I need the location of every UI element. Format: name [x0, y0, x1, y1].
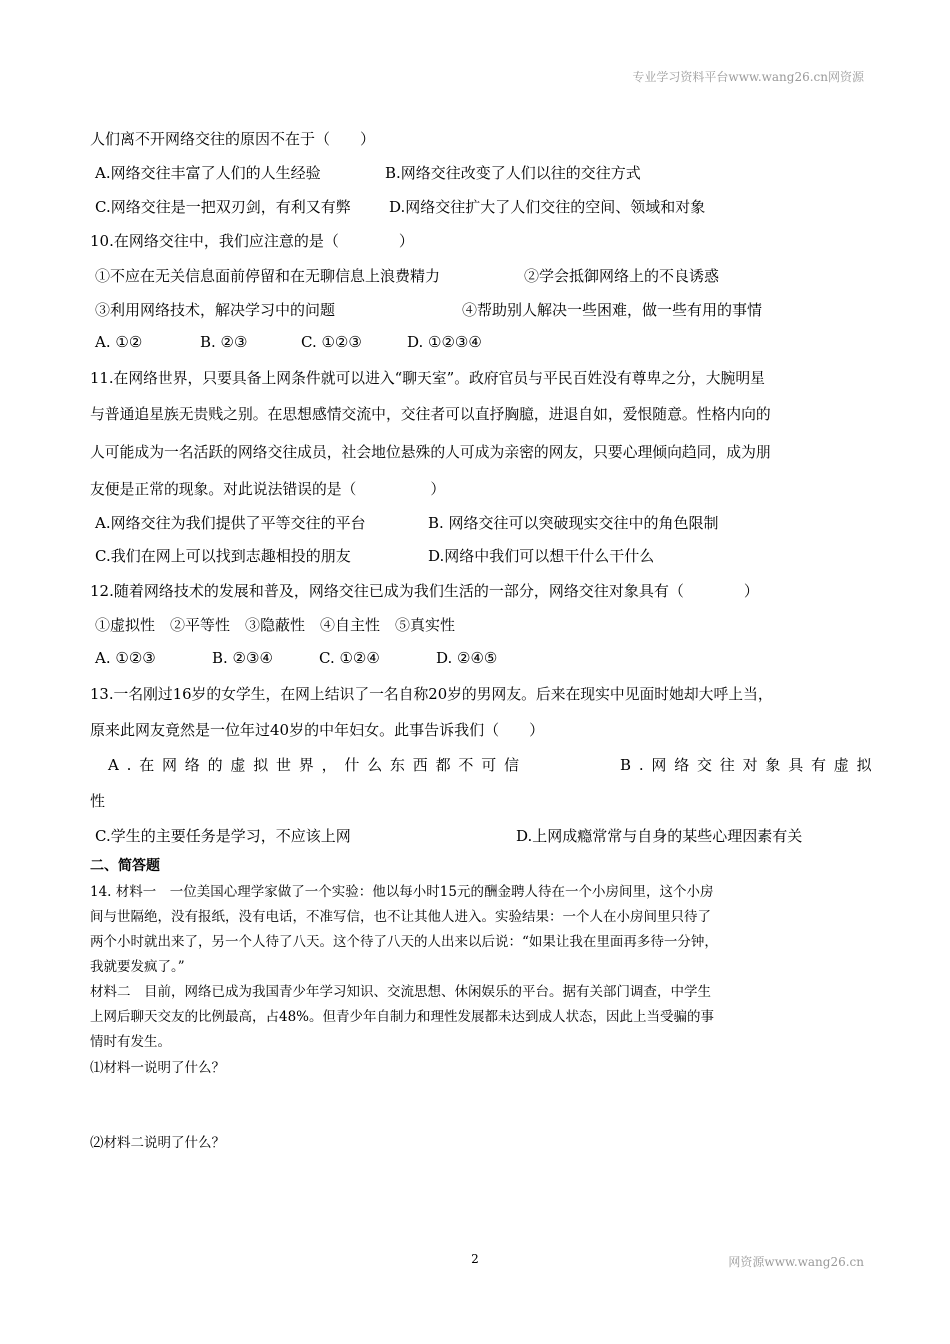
q14-material1-line-4: 我就要发疯了。” [90, 959, 185, 975]
footer-source: 网资源www.wang26.cn [728, 1255, 864, 1269]
q9-option-b: B.网络交往改变了人们以往的交往方式 [385, 164, 641, 182]
header-source: 专业学习资料平台www.wang26.cn网资源 [632, 70, 864, 84]
q12-option-a: A. ①②③ [95, 649, 156, 667]
page-number: 2 [471, 1252, 479, 1266]
q13-line-2: 原来此网友竟然是一位年过40岁的中年妇女。此事告诉我们（ ） [90, 721, 545, 739]
q10-item-2: ②学会抵御网络上的不良诱惑 [524, 267, 720, 285]
q14-sub-question-2: ⑵材料二说明了什么？ [90, 1135, 225, 1151]
q13-option-c: C.学生的主要任务是学习，不应该上网 [95, 827, 351, 845]
q9-stem: 人们离不开网络交往的原因不在于（ ） [90, 130, 376, 148]
q14-sub-question-1: ⑴材料一说明了什么？ [90, 1060, 225, 1076]
q13-option-d: D.上网成瘾常常与自身的某些心理因素有关 [516, 827, 803, 845]
q13-option-b-continued: 性 [90, 792, 106, 810]
q14-material1-line-3: 两个小时就出来了，另一个人待了八天。这个待了八天的人出来以后说：“如果让我在里面再多待一分钟， [90, 934, 718, 950]
q12-option-d: D. ②④⑤ [436, 649, 498, 667]
q13-option-b: B.网络交往对象具有虚拟 [620, 756, 880, 774]
q9-option-a: A.网络交往丰富了人们的人生经验 [95, 164, 321, 182]
q10-item-3: ③利用网络技术，解决学习中的问题 [95, 301, 336, 319]
q12-stem: 12.随着网络技术的发展和普及，网络交往已成为我们生活的一部分，网络交往对象具有（ ） [90, 582, 759, 600]
q11-line-3: 人可能成为一名活跃的网络交往成员，社会地位悬殊的人可成为亲密的网友，只要心理倾向趋同，成为朋 [90, 444, 771, 461]
q10-option-c: C. ①②③ [301, 333, 362, 351]
q14-material2-line-2: 上网后聊天交友的比例最高，占48%。但青少年自制力和理性发展都未达到成人状态，因此上当受骗的事 [90, 1009, 715, 1025]
q11-option-a: A.网络交往为我们提供了平等交往的平台 [95, 514, 366, 532]
q11-line-4: 友便是正常的现象。对此说法错误的是（ ） [90, 481, 446, 498]
q12-items: ①虚拟性 ②平等性 ③隐蔽性 ④自主性 ⑤真实性 [95, 616, 456, 634]
q12-option-b: B. ②③④ [212, 649, 273, 667]
q12-option-c: C. ①②④ [319, 649, 380, 667]
q9-option-d: D.网络交往扩大了人们交往的空间、领域和对象 [389, 198, 706, 216]
q13-option-a: A.在网络的虚拟世界，什么东西都不可信 [108, 756, 527, 774]
q9-option-c: C.网络交往是一把双刃剑，有利又有弊 [95, 198, 351, 216]
q11-line-2: 与普通追星族无贵贱之别。在思想感情交流中，交往者可以直抒胸臆，进退自如，爱恨随意。性格内向的 [90, 406, 771, 423]
q11-option-b: B. 网络交往可以突破现实交往中的角色限制 [428, 514, 719, 532]
q10-stem: 10.在网络交往中，我们应注意的是（ ） [90, 232, 414, 250]
q10-option-a: A. ①② [95, 333, 143, 351]
q10-option-b: B. ②③ [200, 333, 248, 351]
q10-item-4: ④帮助别人解决一些困难，做一些有用的事情 [462, 301, 763, 319]
q11-line-1: 11.在网络世界，只要具备上网条件就可以进入“聊天室”。政府官员与平民百姓没有尊卑之分，大腕明星 [90, 370, 765, 387]
q10-item-1: ①不应在无关信息面前停留和在无聊信息上浪费精力 [95, 267, 441, 285]
q13-line-1: 13.一名刚过16岁的女学生，在网上结识了一名自称20岁的男网友。后来在现实中见面时她却大呼上当， [90, 686, 773, 703]
q11-option-d: D.网络中我们可以想干什么干什么 [428, 547, 655, 565]
q14-material1-line-1: 14. 材料一 一位美国心理学家做了一个实验：他以每小时15元的酬金聘人待在一个小房间里，这个小房 [90, 884, 714, 900]
q14-material2-line-3: 情时有发生。 [90, 1034, 171, 1050]
q10-option-d: D. ①②③④ [407, 333, 482, 351]
q11-option-c: C.我们在网上可以找到志趣相投的朋友 [95, 547, 351, 565]
q14-material2-line-1: 材料二 目前，网络已成为我国青少年学习知识、交流思想、休闲娱乐的平台。据有关部门调查，中学生 [90, 984, 711, 1000]
q14-material1-line-2: 间与世隔绝，没有报纸，没有电话，不准写信，也不让其他人进入。实验结果：一个人在小房间里只待了 [90, 909, 711, 925]
section-title: 二、简答题 [90, 858, 160, 874]
